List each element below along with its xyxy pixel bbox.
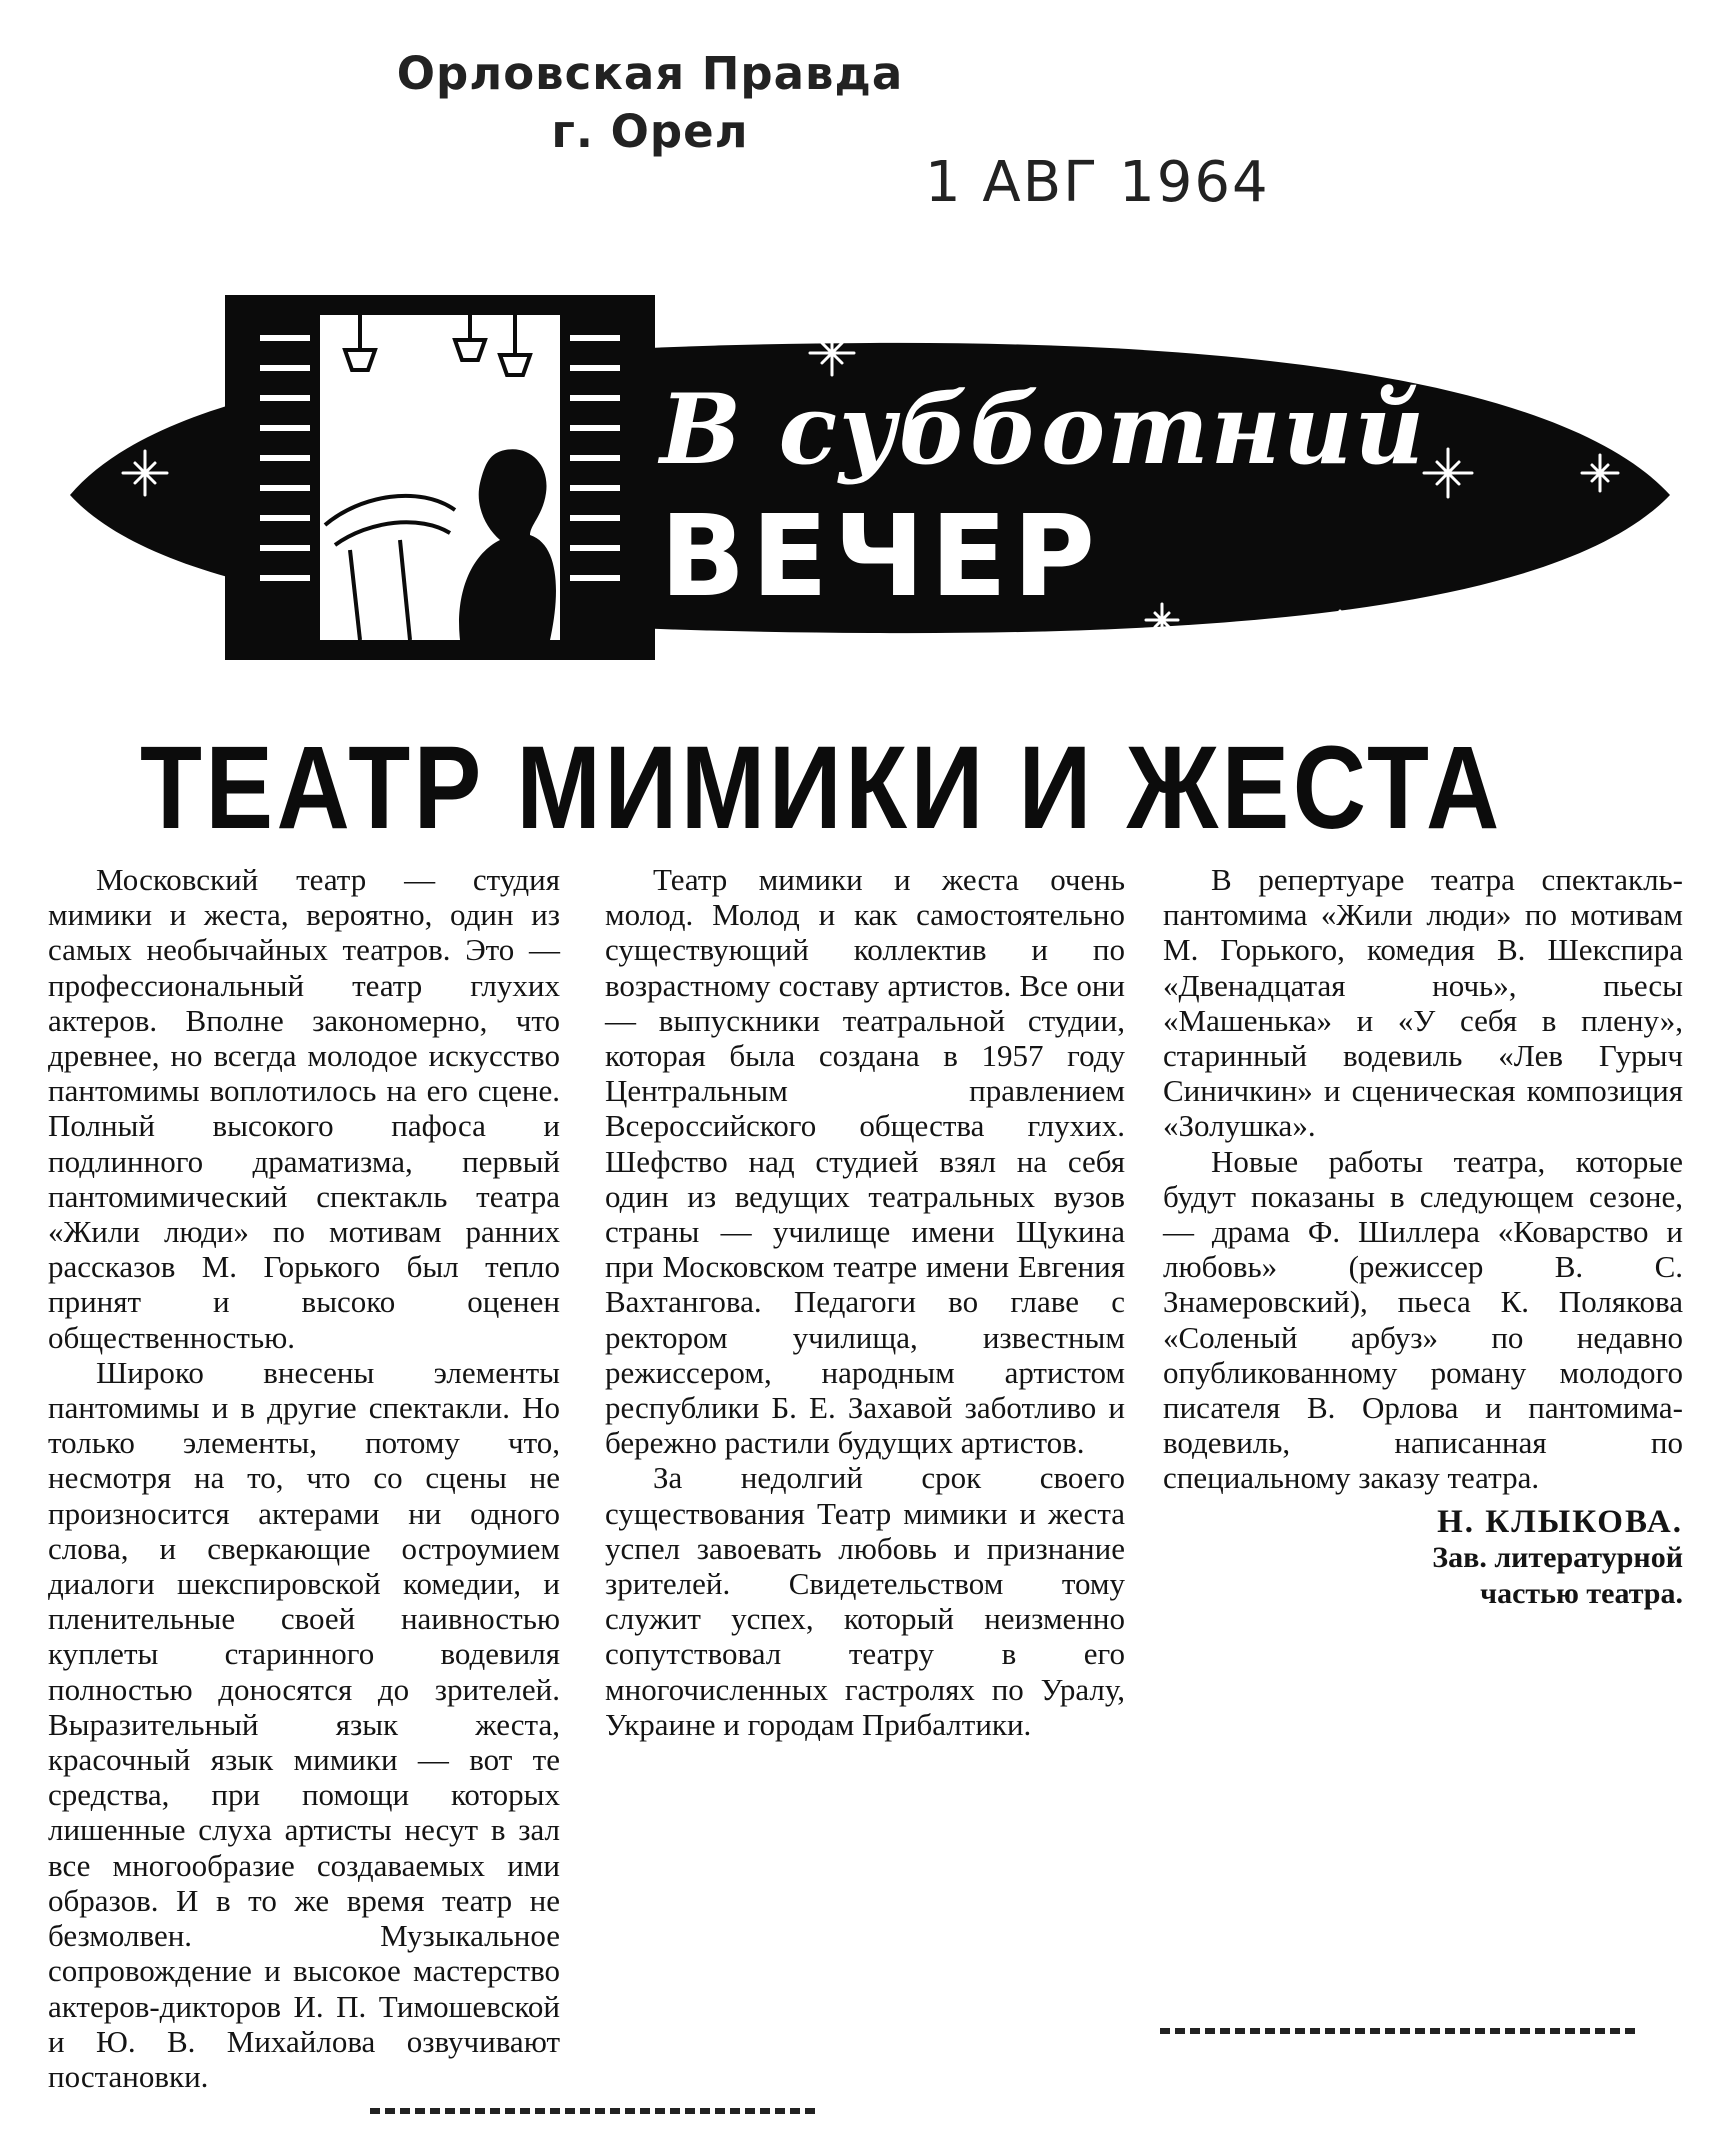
author-role-line-1: Зав. литературной [1432,1540,1683,1574]
article-byline [1163,1504,1683,1612]
article-paragraph: За недолгий срок своего существования Театр мимики и жеста успел завоевать любовь и признание зрителей. Свидетельством тому служит успех, который неизменно сопутствовал театру в его многочисленных гастролях по Уралу, Украине и городам Прибалтики. [605,1460,1125,1742]
article-paragraph: Новые работы театра, которые будут показаны в следующем сезоне, — драма Ф. Шиллера «Коварство и любовь» (режиссер В. С. Знамеровский), пьеса К. Полякова «Соленый арбуз» по недавно опубликованному роману молодого писателя В. Орлова и пантомима-водевиль, написанная по специальному заказу театра. [1163,1143,1683,1496]
article-headline: ТЕАТР МИМИКИ И ЖЕСТА [140,722,1503,854]
window-illustration [225,295,655,660]
banner-title-script: В субботний [660,373,1427,486]
rubric-banner [60,295,1680,665]
author-name: Н. КЛЫКОВА. [1437,1503,1683,1540]
article-paragraph: Театр мимики и жеста очень молод. Молод и как самостоятельно существующий коллектив и по возрастному составу артистов. Все они — выпускники театральной студии, которая была создана в 1957 году Центральным правлением Всероссийского общества глухих. Шефство над студией взял на себя один из ведущих театральных вузов страны — училище имени Щукина при Московском театре имени Евгения Вахтангова. Педагоги во главе с ректором училища, известным режиссером, народным артистом республики Б. Е. Захавой заботливо и бережно растили будущих артистов. [605,862,1125,1461]
newspaper-city: г. Орел [551,105,749,158]
newspaper-name: Орловская Правда [396,47,904,100]
article-paragraph: В репертуаре театра спектакль-пантомима «Жили люди» по мотивам М. Горького, комедия В. Шекспира «Двенадцатая ночь», пьесы «Машенька» и «У себя в плену», старинный водевиль «Лев Гурыч Синичкин» и сценическая композиция «Золушка». [1163,862,1683,1144]
star-icon [1326,611,1354,639]
article-column-2 [605,862,1125,1742]
article-paragraph: Московский театр — студия мимики и жеста, вероятно, один из самых необычайных театров. Это — профессиональный театр глухих актеров. Вполне закономерно, что древнее, но всегда молодое искусство пантомимы воплотилось на его сцене. Полный высокого пафоса и подлинного драматизма, первый пантомимический спектакль театра «Жили люди» по мотивам ранних рассказов М. Горького был тепло принят и высоко оценен общественностью. [48,862,560,1355]
article-paragraph: Широко внесены элементы пантомимы и в другие спектакли. Но только элементы, потому что, несмотря на то, что со сцены не произносится актерами ни одного слова, и сверкающие остроумием диалоги шекспировской комедии, и пленительные своей наивностью куплеты старинного водевиля полностью доносятся до зрителей. Выразительный язык жеста, красочный язык мимики — вот те средства, при помощи которых лишенные слуха артисты несут в зал все многообразие создаваемых ими образов. И в то же время театр не безмолвен. Музыкальное сопровождение и высокое мастерство актеров-дикторов И. П. Тимошевской и Ю. В. Михайлова озвучивают постановки. [48,1354,560,2094]
stamp-date: 1 АВГ 1964 [925,150,1270,215]
article-column-1 [48,862,560,2094]
banner-title-caps: ВЕЧЕР [660,492,1101,622]
article-column-3 [1163,862,1683,1612]
column-end-rule [1160,2028,1640,2034]
archive-stamp [390,45,910,161]
column-end-rule [370,2108,815,2114]
author-role-line-2: частью театра. [1480,1576,1683,1610]
